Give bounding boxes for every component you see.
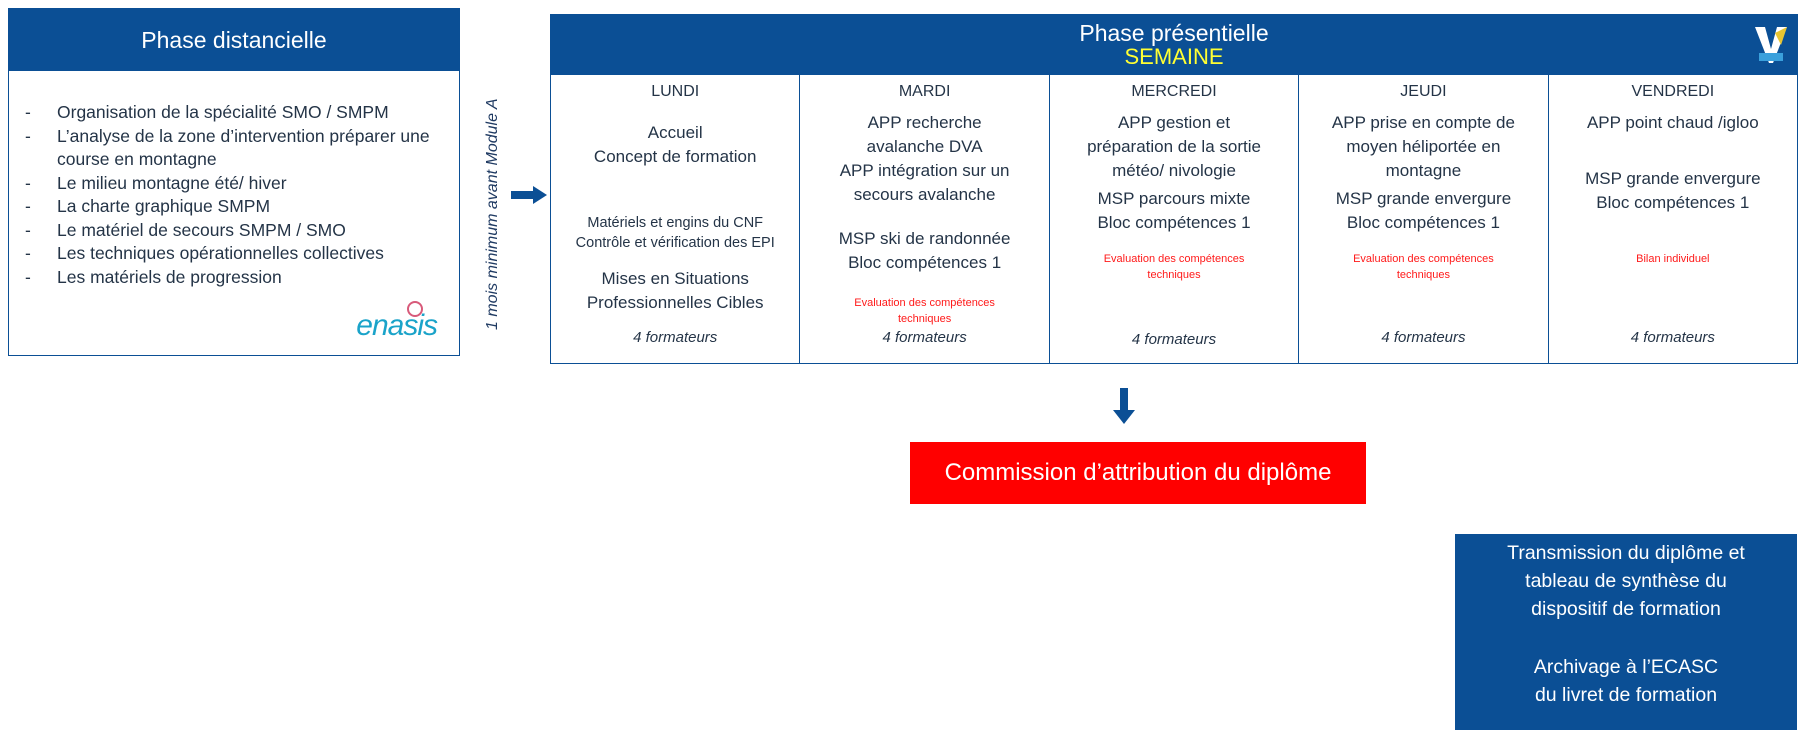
day-activity [1303,111,1543,183]
trainer-count: 4 formateurs [633,329,718,346]
arrow-right-icon [511,186,547,204]
arrow-down-icon [1113,388,1135,424]
day-activity [555,121,795,169]
day-activity [1553,167,1793,215]
day-name: MARDI [898,83,951,100]
trainer-count: 4 formateurs [882,329,967,346]
evaluation-text: Evaluation des compétences techniques [1353,253,1494,281]
list-item-label: Le milieu montagne été/ hiver [57,172,287,193]
activity-text: MSP grande envergure Bloc compétences 1 [1585,169,1761,212]
day-column-lundi [551,75,800,363]
week-days [551,75,1797,363]
activity-text: APP gestion et préparation de la sortie météo/ nivologie [1087,113,1261,180]
bullet-dash: - [25,219,31,240]
week-label: SEMAINE [1124,44,1224,69]
day-name: VENDREDI [1631,83,1715,100]
bullet-dash: - [25,266,31,287]
activity-text: MSP parcours mixte Bloc compétences 1 [1097,189,1251,232]
day-column-mardi [800,75,1049,363]
list-item-label: Organisation de la spécialité SMO / SMPM [57,102,389,122]
trainer-count: 4 formateurs [1131,331,1217,348]
phase-presentielle-header [551,15,1797,75]
list-item-label: L’analyse de la zone d’intervention préparer une course en montagne [57,125,430,169]
commission-box [910,442,1366,504]
list-item [25,172,439,196]
day-column-vendredi [1549,75,1797,363]
day-activity [555,267,795,315]
activity-text: APP point chaud /igloo [1586,113,1759,132]
transmission-text: Transmission du diplôme et tableau de synthèse du dispositif de formation [1507,542,1745,620]
bullet-dash: - [25,243,31,263]
evaluation-text: Bilan individuel [1636,253,1710,265]
day-activity [804,111,1044,207]
list-item [25,125,439,172]
day-activity [1303,187,1543,235]
evaluation-note [1553,251,1793,267]
evaluation-text: Evaluation des compétences techniques [854,297,995,325]
list-item-label: Les techniques opérationnelles collectives [57,243,384,263]
list-item [25,195,439,219]
transmission-box [1455,534,1797,730]
activity-text: MSP ski de randonnée Bloc compétences 1 [838,229,1011,272]
bullet-dash: - [25,172,31,193]
evaluation-note [1054,251,1294,283]
logo-ring-icon [407,301,423,317]
phase-presentielle-title: Phase présentielle [1079,20,1269,46]
day-activity [804,227,1044,275]
day-name: JEUDI [1400,83,1447,100]
activity-text: Accueil Concept de formation [593,123,757,166]
activity-text: MSP grande envergure Bloc compétences 1 [1335,189,1512,232]
day-column-mercredi [1050,75,1299,363]
bullet-dash: - [25,102,31,122]
enasis-logo-text: enasis [356,309,437,342]
evaluation-text: Evaluation des compétences techniques [1103,253,1245,281]
day-name: MERCREDI [1131,83,1217,100]
day-name: LUNDI [651,83,700,100]
day-activity [1054,111,1294,183]
list-item [25,101,439,125]
delay-note: 1 mois minimum avant Module A [484,98,501,330]
evaluation-note [804,295,1044,327]
commission-label: Commission d’attribution du diplôme [944,459,1332,486]
activity-text: Matériels et engins du CNF Contrôle et vérification des EPI [575,215,775,251]
phase-presentielle-panel [550,14,1798,364]
phase-distancielle-panel [8,8,460,356]
activity-text: APP prise en compte de moyen héliportée en montagne [1331,113,1515,180]
trainer-count: 4 formateurs [1381,329,1466,346]
list-item [25,242,439,266]
phase-distancielle-title: Phase distancielle [141,26,327,53]
organization-logo-icon [1751,23,1791,67]
day-activity [1553,111,1793,135]
bullet-dash: - [25,125,31,146]
distance-topics-list [9,71,459,289]
list-item-label: La charte graphique SMPM [57,196,271,216]
list-item-label: Le matériel de secours SMPM / SMO [57,219,346,240]
bullet-dash: - [25,196,31,216]
activity-text: Mises en Situations Professionnelles Cibles [586,269,764,312]
activity-text: APP recherche avalanche DVA APP intégration sur un secours avalanche [839,113,1010,204]
list-item [25,266,439,290]
day-activity [555,213,795,253]
archiving-text: Archivage à l’ECASC du livret de formation [1533,656,1719,706]
phase-distancielle-header [9,9,459,71]
list-item-label: Les matériels de progression [57,266,282,287]
day-column-jeudi [1299,75,1548,363]
trainer-count: 4 formateurs [1630,329,1715,346]
enasis-logo [356,309,437,343]
day-activity [1054,187,1294,235]
evaluation-note [1303,251,1543,283]
list-item [25,219,439,243]
